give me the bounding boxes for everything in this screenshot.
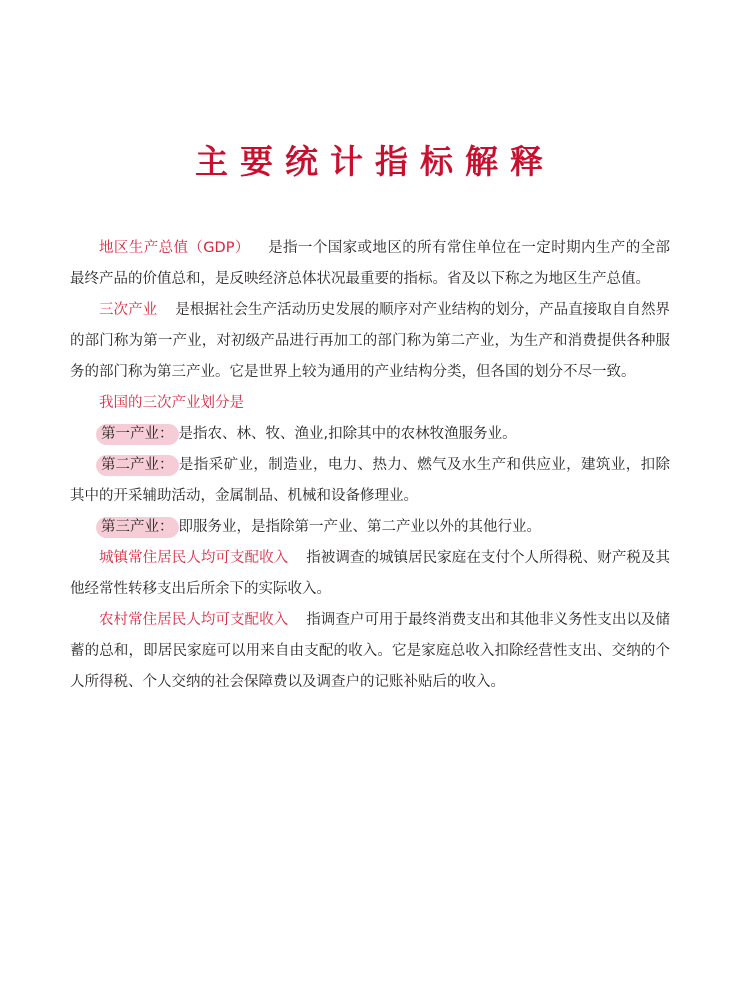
secondary-industry-paragraph	[70, 450, 670, 512]
definitions-body	[70, 233, 670, 698]
tertiary-industry-label: 第三产业：	[96, 517, 179, 538]
rural-income-term: 农村常住居民人均可支配收入	[99, 612, 289, 628]
three-industries-definition: 是根据社会生产活动历史发展的顺序对产业结构的划分，产品直接取自自然界的部门称为第一产业，对初级产品进行再加工的部门称为第二产业，为生产和消费提供各种服务的部门称为第三产业。它是世界上较为通用的产业结构分类，但各国的划分不尽一致。	[70, 302, 671, 380]
secondary-industry-label: 第二产业：	[96, 455, 179, 476]
rural-income-definition: 指调查户可用于最终消费支出和其他非义务性支出以及储蓄的总和，即居民家庭可以用来自由支配的收入。它是家庭总收入扣除经营性支出、交纳的个人所得税、个人交纳的社会保障费以及调查户的记账补贴后的收入。	[70, 612, 671, 690]
gdp-paragraph	[70, 233, 670, 295]
tertiary-industry-definition: 即服务业，是指除第一产业、第二产业以外的其他行业。	[178, 519, 541, 535]
gdp-term: 地区生产总值（GDP）	[99, 240, 250, 256]
urban-income-paragraph	[70, 543, 670, 605]
primary-industry-label: 第一产业：	[96, 424, 179, 445]
urban-income-term: 城镇常住居民人均可支配收入	[99, 550, 289, 566]
primary-industry-definition: 是指农、林、牧、渔业,扣除其中的农林牧渔服务业。	[178, 426, 517, 442]
division-heading: 我国的三次产业划分是	[99, 395, 244, 411]
rural-income-paragraph	[70, 605, 670, 698]
gdp-definition: 是指一个国家或地区的所有常住单位在一定时期内生产的全部最终产品的价值总和，是反映经济总体状况最重要的指标。省及以下称之为地区生产总值。	[70, 240, 670, 287]
page-title: 主要统计指标解释	[195, 142, 555, 181]
urban-income-definition: 指被调查的城镇居民家庭在支付个人所得税、财产税及其他经常性转移支出后所余下的实际收入。	[70, 550, 671, 597]
primary-industry-paragraph	[70, 419, 670, 450]
three-industries-term: 三次产业	[99, 302, 158, 318]
three-industries-paragraph	[70, 295, 670, 388]
secondary-industry-definition: 是指采矿业，制造业，电力、热力、燃气及水生产和供应业，建筑业，扣除其中的开采辅助活动，金属制品、机械和设备修理业。	[70, 457, 670, 504]
tertiary-industry-paragraph	[70, 512, 670, 543]
